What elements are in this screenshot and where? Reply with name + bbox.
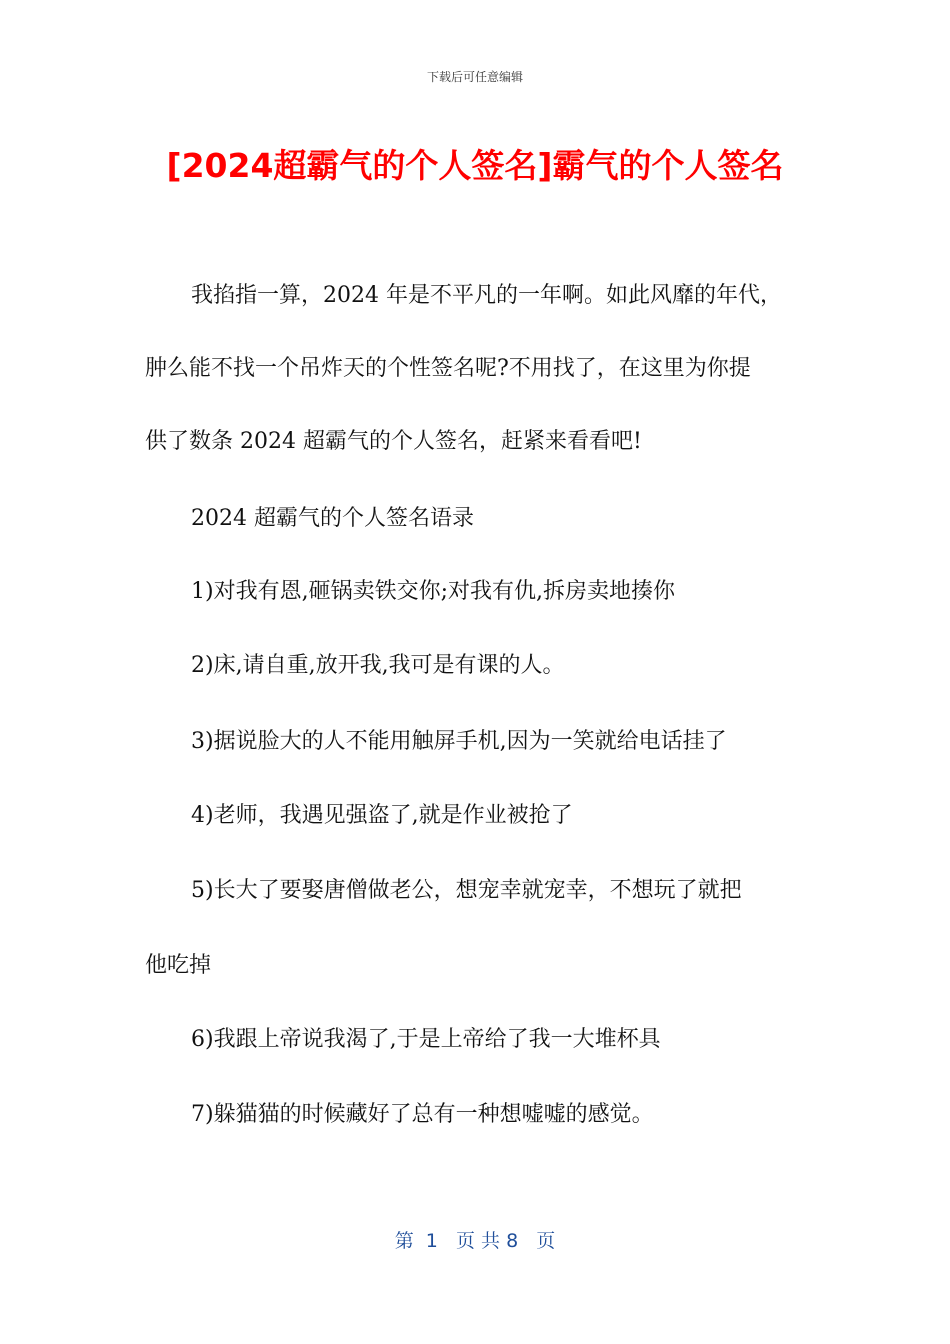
intro-line-3: 供了数条 2024 超霸气的个人签名，赶紧来看看吧! <box>145 429 642 454</box>
list-item-continuation: 他吃掉 <box>145 953 212 978</box>
document-title: [2024超霸气的个人签名]霸气的个人签名 <box>166 146 784 185</box>
list-item: 5)长大了要娶唐僧做老公，想宠幸就宠幸，不想玩了就把 <box>191 878 742 903</box>
section-heading: 2024 超霸气的个人签名语录 <box>191 506 474 531</box>
list-item: 2)床,请自重,放开我,我可是有课的人。 <box>191 653 565 678</box>
intro-line-1: 我掐指一算，2024 年是不平凡的一年啊。如此风靡的年代， <box>191 283 782 308</box>
list-item: 6)我跟上帝说我渴了,于是上帝给了我一大堆杯具 <box>191 1027 661 1052</box>
header-note: 下载后可任意编辑 <box>426 70 523 84</box>
list-item: 4)老师，我遇见强盗了,就是作业被抢了 <box>191 803 573 828</box>
page-number-footer: 第 1 页 共 8 页 <box>394 1230 556 1252</box>
intro-line-2: 肿么能不找一个吊炸天的个性签名呢?不用找了，在这里为你提 <box>145 356 751 381</box>
list-item: 3)据说脸大的人不能用触屏手机,因为一笑就给电话挂了 <box>191 729 727 754</box>
list-item: 1)对我有恩,砸锅卖铁交你;对我有仇,拆房卖地揍你 <box>191 579 675 604</box>
list-item: 7)躲猫猫的时候藏好了总有一种想嘘嘘的感觉。 <box>191 1102 654 1127</box>
